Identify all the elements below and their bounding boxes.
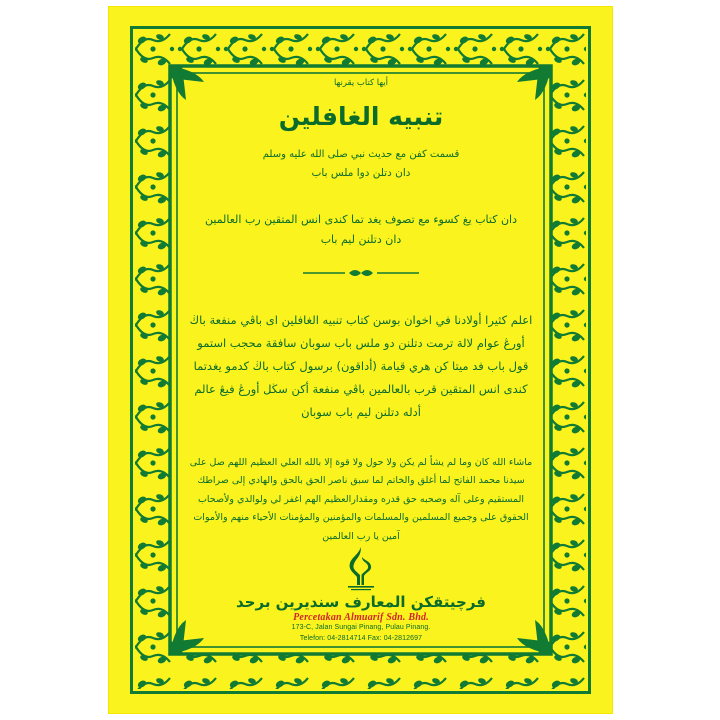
publisher-logo-icon <box>340 545 382 591</box>
section-two-line-2: دان دتلنن ليم باب <box>320 233 402 247</box>
publisher-block <box>180 545 542 644</box>
cover-text-panel <box>180 68 542 652</box>
publisher-telephone: Telefon: 04-2814714 Fax: 04-2812697 <box>299 634 423 642</box>
section-four-paragraph: ماشاء الله كان وما لم يشأ لم يكن ولا حول ولا قوة إلا بالله العلي العظيم اللهم صل على سيدنا محمد الفاتح لما أغلق والخاتم لما سبق ناصر الحق بالحق والهادي إلى صراطك المستقيم وعلى آله وصحبه حق قدره ومقدارالعظيم الهم اغفر لي ولوالدي ولأصحاب الحقوق على وجميع المسلمين والمسلمات والمؤمنين والمؤمنات الأحياء منهم والأموات آمين يا رب العالمين <box>189 456 533 542</box>
book-cover <box>108 6 613 714</box>
ornament-divider-icon <box>301 267 421 279</box>
book-title: تنبيه الغافلين <box>278 101 444 131</box>
subtitle-line-1: قسمت كفن مع حديث نبي صلى الله عليه وسلم <box>262 148 460 160</box>
header-line: أيها كتاب يقرنها <box>333 78 389 88</box>
publisher-latin-name: Percetakan Almuarif Sdn. Bhd. <box>293 612 429 623</box>
publisher-arabic-name: فرچيتقكن المعارف سنديرين برحد <box>236 593 486 611</box>
subtitle-line-2: دان دتلن دوا ملس باب <box>311 167 411 180</box>
section-three-paragraph: اعلم كثيرا أولادنا في اخوان بوسن كتاب تنبيه الغافلين اى باڤي منفعة باڬ أورڠ عوام لالة ترمت دتلنن دو ملس باب سوبان سافقة محجب استمو قول باب فد ميتا كن هري قيامة (أداقون) برسول كتاب باڬ كدمو يغدتما كندى انس المتقين قرب بالعالمين باڤي منفعة أكن سڬل أورڠ فيڠ عالم أدله دتلنن ليم باب سوبان <box>189 312 533 419</box>
publisher-address: 173-C, Jalan Sungai Pinang, Pulau Pinang. <box>291 624 431 631</box>
section-two-line-1: دان كتاب يغ كسوء مع تصوف يغد تما كندى انس المتقين رب العالمين <box>205 212 517 226</box>
